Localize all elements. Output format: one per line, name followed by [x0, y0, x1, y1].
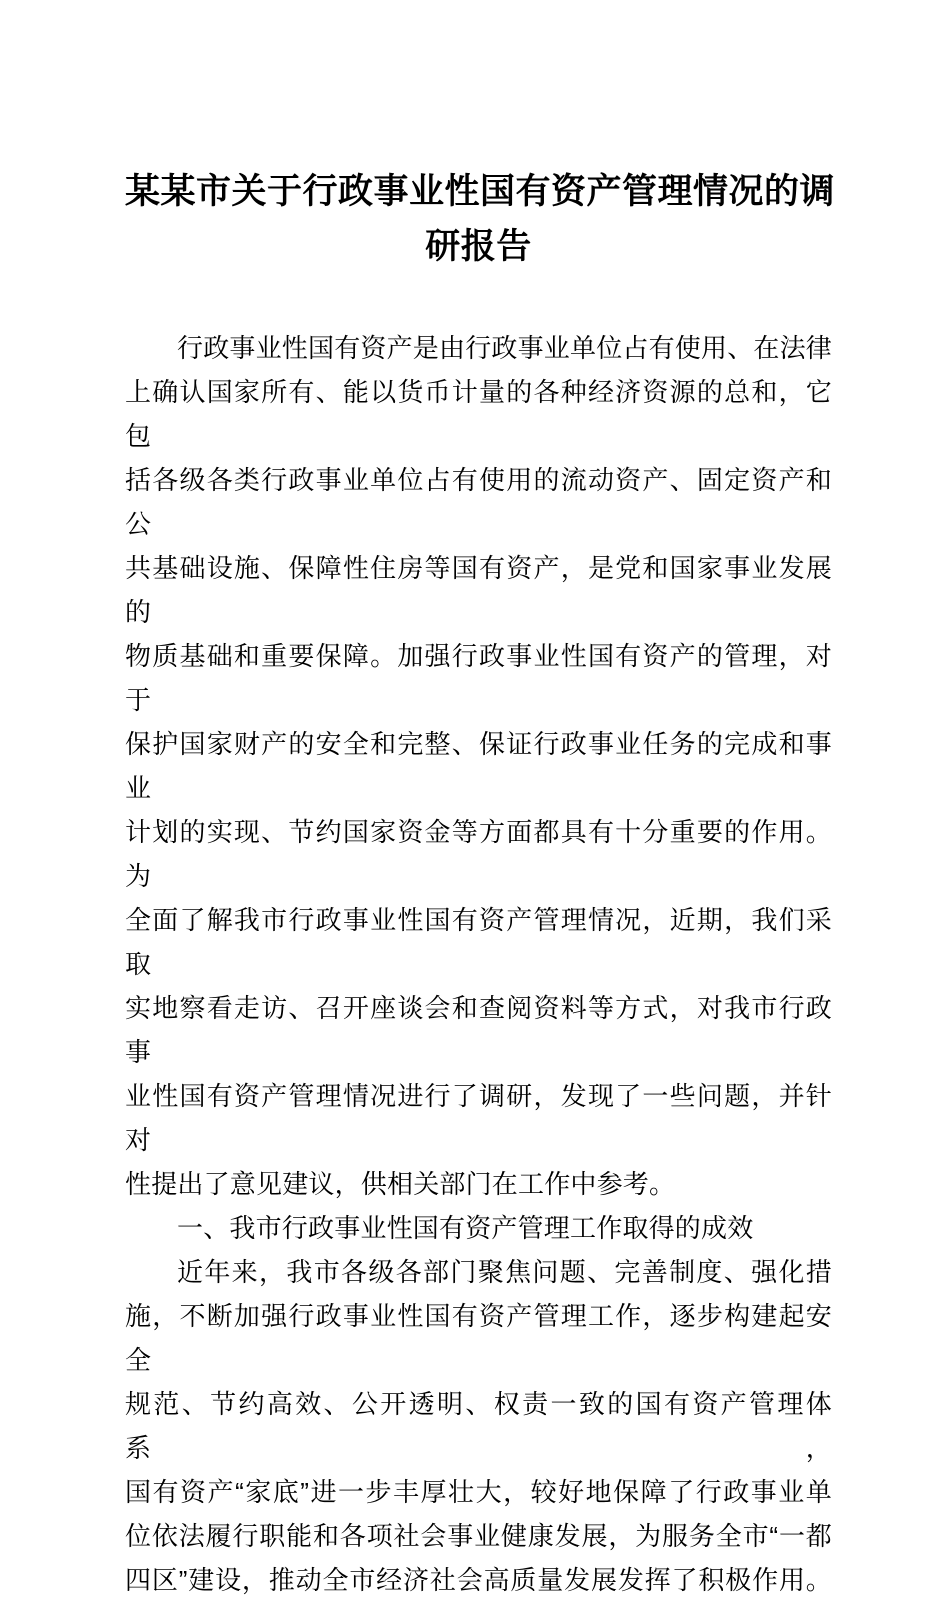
text-line: 计划的实现、节约国家资金等方面都具有十分重要的作用。为 [125, 817, 832, 891]
text-line: 国有资产“家底”进一步丰厚壮大，较好地保障了行政事业单 [125, 1477, 832, 1507]
text-line: 上确认国家所有、能以货币计量的各种经济资源的总和，它包 [125, 377, 832, 451]
text-line: 近年来，我市各级各部门聚焦问题、完善制度、强化措 [177, 1257, 832, 1287]
text-line: 性提出了意见建议，供相关部门在工作中参考。 [125, 1169, 676, 1199]
text-line: 业性国有资产管理情况进行了调研，发现了一些问题，并针对 [125, 1081, 832, 1155]
text-line: 位依法履行职能和各项社会事业健康发展，为服务全市“一都 [125, 1521, 832, 1551]
text-line: 实地察看走访、召开座谈会和查阅资料等方式，对我市行政事 [125, 993, 832, 1067]
text-line: 括各级各类行政事业单位占有使用的流动资产、固定资产和公 [125, 465, 832, 539]
text-line: 规范、节约高效、公开透明、权责一致的国有资产管理体系， [125, 1389, 832, 1463]
title-line: 某某市关于行政事业性国有资产管理情况的调 [125, 172, 836, 211]
paragraph-intro [125, 326, 832, 1206]
paragraph-achievements [125, 1250, 832, 1602]
text-line: 行政事业性国有资产是由行政事业单位占有使用、在法律 [177, 333, 833, 363]
text-line: 全面了解我市行政事业性国有资产管理情况，近期，我们采取 [125, 905, 832, 979]
text-line: 保护国家财产的安全和完整、保证行政事业任务的完成和事业 [125, 729, 832, 803]
title-line: 研报告 [425, 227, 532, 266]
document-body [125, 326, 832, 1602]
text-line: 施，不断加强行政事业性国有资产管理工作，逐步构建起安全 [125, 1301, 832, 1375]
text-line: 共基础设施、保障性住房等国有资产，是党和国家事业发展的 [125, 553, 832, 627]
text-line: 物质基础和重要保障。加强行政事业性国有资产的管理，对于 [125, 641, 832, 715]
text-line: 四区”建设，推动全市经济社会高质量发展发挥了积极作用。 [125, 1565, 832, 1595]
section-heading [125, 1206, 832, 1250]
heading-line: 一、我市行政事业性国有资产管理工作取得的成效 [177, 1213, 754, 1243]
document-title [125, 164, 836, 274]
